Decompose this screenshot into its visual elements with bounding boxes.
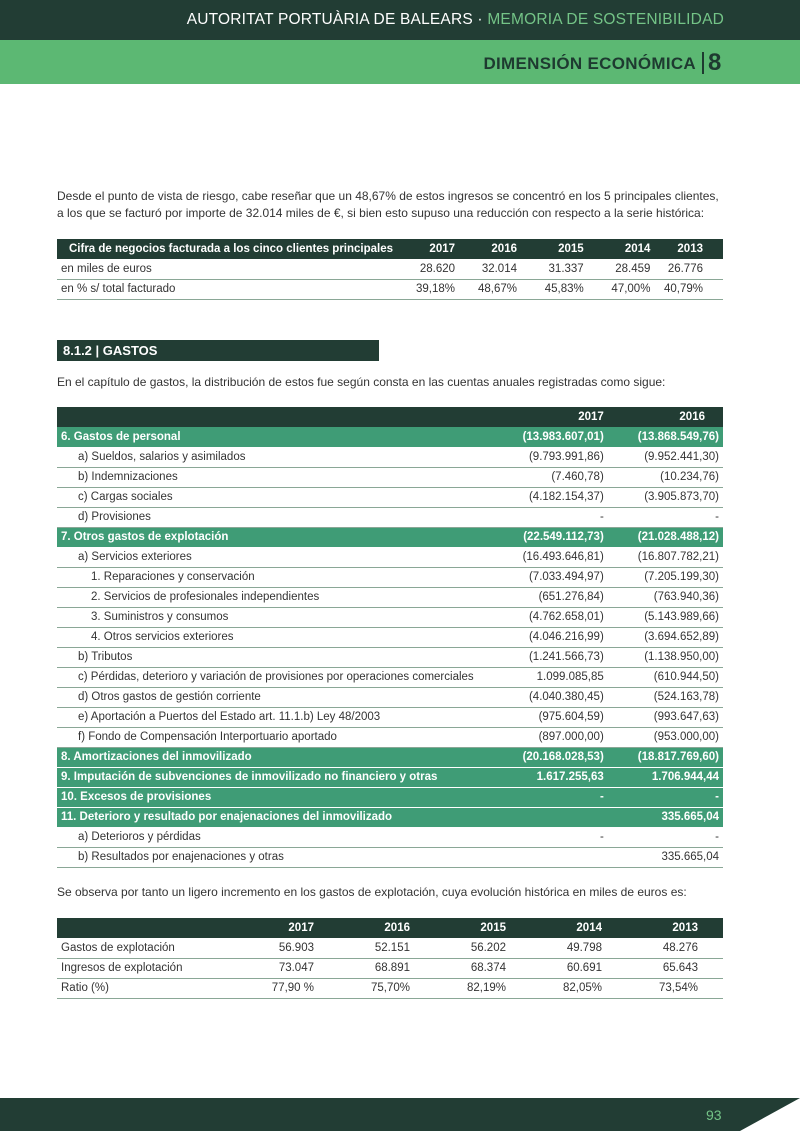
gastos-row-label: 4. Otros servicios exteriores [57, 627, 515, 647]
evolution-table-header [57, 918, 723, 938]
gastos-row [57, 647, 723, 667]
gastos-group-row [57, 747, 723, 767]
gastos-row-label: a) Servicios exteriores [57, 547, 515, 567]
gastos-row-label: b) Indemnizaciones [57, 467, 515, 487]
gastos-row-label: c) Cargas sociales [57, 487, 515, 507]
gastos-cell: (4.046.216,99) [515, 627, 634, 647]
gastos-row-label: b) Tributos [57, 647, 515, 667]
section-title: 8.1.2 | GASTOS [57, 340, 379, 361]
gastos-cell: (7.205.199,30) [634, 567, 723, 587]
clients-cell: 26.776 [654, 259, 723, 279]
gastos-cell: (4.040.380,45) [515, 687, 634, 707]
gastos-row [57, 727, 723, 747]
gastos-header-year: 2017 [578, 411, 604, 423]
gastos-row [57, 707, 723, 727]
clients-row [57, 279, 723, 299]
gastos-row [57, 587, 723, 607]
clients-cell: 47,00% [588, 279, 655, 299]
gastos-cell: (10.234,76) [634, 467, 723, 487]
gastos-cell: 1.617.255,63 [515, 767, 634, 787]
gastos-group-row [57, 527, 723, 547]
gastos-group-row [57, 807, 723, 827]
clients-header-label: Cifra de negocios facturada a los cinco clientes principales [69, 243, 394, 255]
evolution-cell: 75,70% [339, 978, 435, 998]
clients-table-header [57, 239, 723, 259]
intro-paragraph: Desde el punto de vista de riesgo, cabe reseñar que un 48,67% de estos ingresos se concentró en los 5 principales clientes, a los que se facturó por importe de 32.014 miles de €, si bien esto supuso una reducción con respecto a la serie histórica: [57, 189, 719, 220]
gastos-row [57, 467, 723, 487]
gastos-cell [515, 807, 634, 827]
gastos-header-year: 2016 [679, 411, 705, 423]
gastos-cell: 335.665,04 [634, 807, 723, 827]
gastos-row [57, 507, 723, 527]
gastos-cell: (18.817.769,60) [634, 747, 723, 767]
evolution-row [57, 958, 723, 978]
evolution-cell: 56.903 [243, 938, 339, 958]
evolution-row [57, 938, 723, 958]
gastos-row [57, 487, 723, 507]
gastos-cell: (3.694.652,89) [634, 627, 723, 647]
evolution-row-label: Gastos de explotación [57, 938, 243, 958]
gastos-row [57, 687, 723, 707]
gastos-cell: - [634, 507, 723, 527]
evolution-cell: 60.691 [531, 958, 627, 978]
gastos-cell: (16.807.782,21) [634, 547, 723, 567]
gastos-intro-paragraph: En el capítulo de gastos, la distribución de estos fue según consta en las cuentas anuales registradas como sigue: [57, 375, 666, 389]
evolution-header-year: 2016 [384, 922, 410, 934]
gastos-cell: (16.493.646,81) [515, 547, 634, 567]
gastos-cell: (1.138.950,00) [634, 647, 723, 667]
gastos-table [57, 407, 723, 868]
gastos-cell: - [634, 827, 723, 847]
gastos-cell: - [515, 787, 634, 807]
gastos-header-label [57, 407, 515, 427]
gastos-row-label: 2. Servicios de profesionales independientes [57, 587, 515, 607]
clients-row-label: en % s/ total facturado [57, 279, 397, 299]
gastos-row-label: d) Provisiones [57, 507, 515, 527]
evolution-cell: 82,19% [435, 978, 531, 998]
chapter-number: 8 [708, 49, 722, 76]
evolution-paragraph: Se observa por tanto un ligero incremento en los gastos de explotación, cuya evolución histórica en miles de euros es: [57, 885, 687, 899]
gastos-row-label: 11. Deterioro y resultado por enajenaciones del inmovilizado [57, 807, 515, 827]
gastos-cell: (7.460,78) [515, 467, 634, 487]
gastos-cell: (20.168.028,53) [515, 747, 634, 767]
gastos-row [57, 847, 723, 867]
evolution-cell: 73.047 [243, 958, 339, 978]
clients-row-label: en miles de euros [57, 259, 397, 279]
clients-table [57, 239, 723, 300]
footer-bar [0, 1098, 800, 1131]
evolution-cell: 52.151 [339, 938, 435, 958]
clients-cell: 45,83% [521, 279, 588, 299]
gastos-row-label: 3. Suministros y consumos [57, 607, 515, 627]
clients-header-year: 2015 [558, 243, 584, 255]
gastos-cell: 335.665,04 [634, 847, 723, 867]
evolution-cell: 68.374 [435, 958, 531, 978]
gastos-cell: - [515, 827, 634, 847]
gastos-row [57, 627, 723, 647]
clients-cell: 48,67% [459, 279, 521, 299]
gastos-group-row [57, 787, 723, 807]
evolution-row-label: Ratio (%) [57, 978, 243, 998]
footer-stripe [740, 1098, 800, 1131]
gastos-cell: (9.793.991,86) [515, 447, 634, 467]
gastos-cell: (22.549.112,73) [515, 527, 634, 547]
gastos-cell: (7.033.494,97) [515, 567, 634, 587]
gastos-row-label: f) Fondo de Compensación Interportuario aportado [57, 727, 515, 747]
clients-header-year: 2016 [491, 243, 517, 255]
gastos-row-label: 6. Gastos de personal [57, 427, 515, 447]
gastos-cell: (13.983.607,01) [515, 427, 634, 447]
gastos-cell: 1.706.944,44 [634, 767, 723, 787]
gastos-row-label: d) Otros gastos de gestión corriente [57, 687, 515, 707]
gastos-row [57, 667, 723, 687]
gastos-cell: (975.604,59) [515, 707, 634, 727]
page-number: 93 [706, 1107, 722, 1123]
gastos-group-row [57, 427, 723, 447]
gastos-cell: (5.143.989,66) [634, 607, 723, 627]
clients-cell: 28.459 [588, 259, 655, 279]
gastos-row-label: 9. Imputación de subvenciones de inmovilizado no financiero y otras [57, 767, 515, 787]
publication-header [187, 11, 724, 29]
evolution-cell: 56.202 [435, 938, 531, 958]
gastos-cell: (1.241.566,73) [515, 647, 634, 667]
gastos-cell: (763.940,36) [634, 587, 723, 607]
gastos-row-label: 1. Reparaciones y conservación [57, 567, 515, 587]
gastos-cell: (897.000,00) [515, 727, 634, 747]
gastos-cell: (9.952.441,30) [634, 447, 723, 467]
evolution-header-label [57, 918, 243, 938]
evolution-header-year: 2015 [480, 922, 506, 934]
gastos-cell: (953.000,00) [634, 727, 723, 747]
gastos-row [57, 447, 723, 467]
gastos-row-label: 7. Otros gastos de explotación [57, 527, 515, 547]
gastos-row-label: a) Sueldos, salarios y asimilados [57, 447, 515, 467]
gastos-cell: (993.647,63) [634, 707, 723, 727]
evolution-cell: 82,05% [531, 978, 627, 998]
evolution-cell: 49.798 [531, 938, 627, 958]
gastos-row-label: 10. Excesos de provisiones [57, 787, 515, 807]
gastos-cell: (4.182.154,37) [515, 487, 634, 507]
gastos-row-label: a) Deterioros y pérdidas [57, 827, 515, 847]
evolution-cell: 73,54% [627, 978, 723, 998]
gastos-cell: - [515, 507, 634, 527]
evolution-table [57, 918, 723, 999]
chapter-title: DIMENSIÓN ECONÓMICA [483, 54, 696, 73]
header-separator: · [477, 11, 483, 28]
clients-header-year: 2013 [677, 243, 703, 255]
gastos-cell: (610.944,50) [634, 667, 723, 687]
gastos-cell: - [634, 787, 723, 807]
gastos-row [57, 567, 723, 587]
evolution-row [57, 978, 723, 998]
evolution-header-year: 2014 [576, 922, 602, 934]
gastos-row-label: e) Aportación a Puertos del Estado art. 11.1.b) Ley 48/2003 [57, 707, 515, 727]
clients-cell: 40,79% [654, 279, 723, 299]
clients-cell: 32.014 [459, 259, 521, 279]
gastos-group-row [57, 767, 723, 787]
clients-cell: 28.620 [397, 259, 459, 279]
gastos-row [57, 547, 723, 567]
gastos-row-label: 8. Amortizaciones del inmovilizado [57, 747, 515, 767]
gastos-table-header [57, 407, 723, 427]
gastos-cell: (3.905.873,70) [634, 487, 723, 507]
gastos-row [57, 827, 723, 847]
gastos-row-label: c) Pérdidas, deterioro y variación de provisiones por operaciones comerciales [57, 667, 515, 687]
top-header-bar [0, 0, 800, 40]
gastos-row [57, 607, 723, 627]
organization-name: AUTORITAT PORTUÀRIA DE BALEARS [186, 11, 473, 28]
clients-row [57, 259, 723, 279]
evolution-header-year: 2013 [672, 922, 698, 934]
gastos-row-label: b) Resultados por enajenaciones y otras [57, 847, 515, 867]
clients-cell: 39,18% [397, 279, 459, 299]
gastos-cell: (651.276,84) [515, 587, 634, 607]
report-name: MEMORIA DE SOSTENIBILIDAD [487, 11, 724, 28]
gastos-cell [515, 847, 634, 867]
chapter-divider [702, 52, 704, 74]
gastos-cell: (21.028.488,12) [634, 527, 723, 547]
gastos-cell: 1.099.085,85 [515, 667, 634, 687]
gastos-cell: (13.868.549,76) [634, 427, 723, 447]
clients-header-year: 2017 [429, 243, 456, 255]
evolution-cell: 68.891 [339, 958, 435, 978]
evolution-cell: 77,90 % [243, 978, 339, 998]
clients-cell: 31.337 [521, 259, 588, 279]
gastos-cell: (524.163,78) [634, 687, 723, 707]
evolution-cell: 48.276 [627, 938, 723, 958]
clients-header-year: 2014 [624, 243, 651, 255]
gastos-cell: (4.762.658,01) [515, 607, 634, 627]
chapter-bar [0, 40, 800, 84]
evolution-row-label: Ingresos de explotación [57, 958, 243, 978]
evolution-header-year: 2017 [288, 922, 314, 934]
evolution-cell: 65.643 [627, 958, 723, 978]
